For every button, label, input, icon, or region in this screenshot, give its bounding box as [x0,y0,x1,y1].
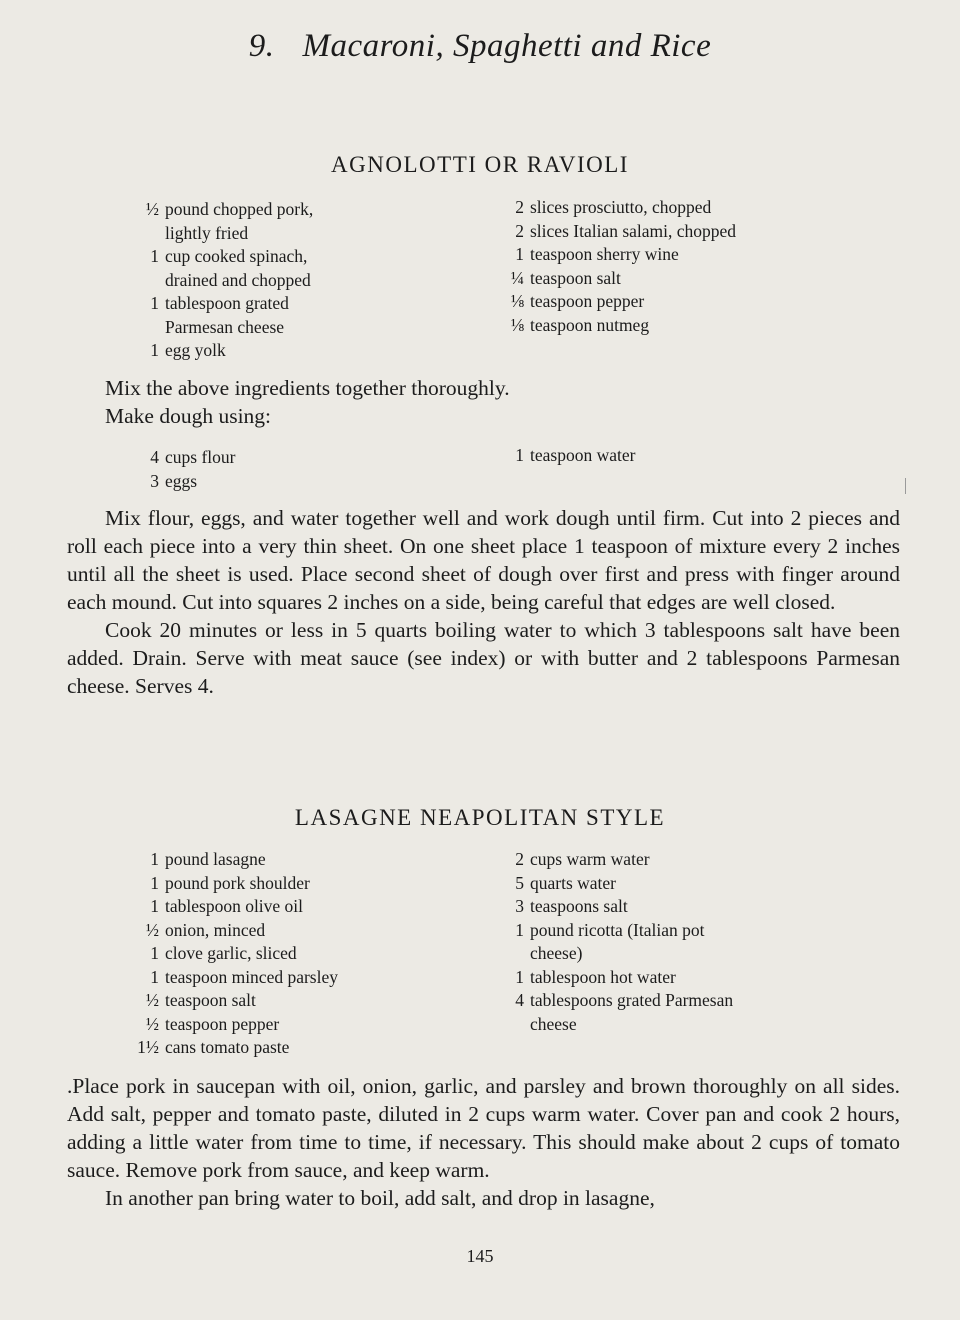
ingredient-line: 1 pound pork shoulder [150,872,310,893]
chapter-title [0,28,960,65]
ingredients-right-column [500,196,736,337]
ingredient-line: 1 teaspoon minced parsley [150,966,339,987]
dough-ingredients-right [500,444,635,468]
ingredient-line: ¼ teaspoon salt [510,267,621,288]
ingredient-line: 3 eggs [150,470,198,491]
mix-line-1: Mix the above ingredients together thoroughly. [105,376,510,400]
ingredient-line: 1½ cans tomato paste [137,1037,290,1057]
mix-line-2: Make dough using: [105,404,272,428]
ingredient-line: ½ teaspoon pepper [145,1013,280,1034]
ingredient-line: 1 egg yolk [150,340,226,360]
scan-mark [905,478,906,494]
ingredient-line: 1 tablespoon hot water [515,966,676,987]
ingredient-line: 1 teaspoon water [515,445,636,465]
direction-paragraph: .Place pork in saucepan with oil, onion, garlic, and parsley and brown thoroughly on all sides. Add salt, pepper and tomato paste, diluted in 2 cups warm water. Cover pan and cook 2 hours, adding a little water from time to time, if necessary. This should make about 2 cups of tomato sauce. Remove pork from sauce, and keep warm. [67,1074,900,1182]
page-number: 145 [466,1246,494,1266]
ingredient-line: 1 teaspoon sherry wine [515,244,679,264]
chapter-number: 9. [248,28,275,64]
ingredient-line: lightly fried [165,222,249,243]
ingredient-line: 1 cup cooked spinach, [150,246,308,266]
ingredient-line: 2 slices Italian salami, chopped [515,220,737,241]
ingredient-line: 3 teaspoons salt [515,896,628,916]
recipe-title-lasagne: LASAGNE NEAPOLITAN STYLE [294,805,666,830]
directions-lasagne [67,1072,900,1212]
ingredients-left-column [135,198,313,363]
ingredient-line: ½ pound chopped pork, [145,199,314,219]
ingredient-line: 1 pound lasagne [150,849,266,869]
ingredient-line: ½ teaspoon salt [145,990,256,1010]
ingredient-line: ⅛ teaspoon pepper [510,291,645,311]
ingredient-line: 2 slices prosciutto, chopped [515,197,712,217]
ingredient-line: Parmesan cheese [165,316,285,337]
direction-paragraph: In another pan bring water to boil, add salt, and drop in lasagne, [105,1186,655,1210]
ingredient-line: 4 tablespoons grated Parmesan [515,990,734,1010]
ingredient-line: 2 cups warm water [515,849,650,869]
ingredient-line: cheese [530,1013,577,1034]
ingredient-line: ½ onion, minced [145,919,266,940]
ingredient-line: ⅛ teaspoon nutmeg [510,314,650,335]
recipe-title-agnolotti: AGNOLOTTI OR RAVIOLI [331,152,629,177]
ingredient-line: 1 tablespoon grated [150,293,289,313]
ingredient-line: 1 tablespoon olive oil [150,896,304,916]
mix-instructions [67,374,900,430]
ingredient-line: cheese) [530,943,583,963]
lasagne-ingredients-left [135,848,338,1060]
dough-ingredients-left [135,446,235,493]
ingredient-line: 1 pound ricotta (Italian pot [515,919,705,940]
ingredient-line: 1 clove garlic, sliced [150,943,297,963]
direction-paragraph: Cook 20 minutes or less in 5 quarts boiling water to which 3 tablespoons salt have been added. Drain. Serve with meat sauce (see index) or with butter and 2 tablespoons Parmesan cheese. Serves 4. [67,618,900,698]
ingredient-line: 5 quarts water [515,872,617,893]
ingredient-line: drained and chopped [165,269,311,290]
direction-paragraph: Mix flour, eggs, and water together well and work dough until firm. Cut into 2 pieces and roll each piece into a very thin sheet. On one sheet place 1 teaspoon of mixture every 2 inches until all the sheet is used. Place second sheet of dough over first and press with finger around each mound. Cut into squares 2 inches on a side, being careful that edges are well closed. [67,506,900,614]
chapter-name: Macaroni, Spaghetti and Rice [302,28,712,64]
directions-agnolotti [67,504,900,700]
lasagne-ingredients-right [500,848,733,1036]
ingredient-line: 4 cups flour [150,447,236,467]
